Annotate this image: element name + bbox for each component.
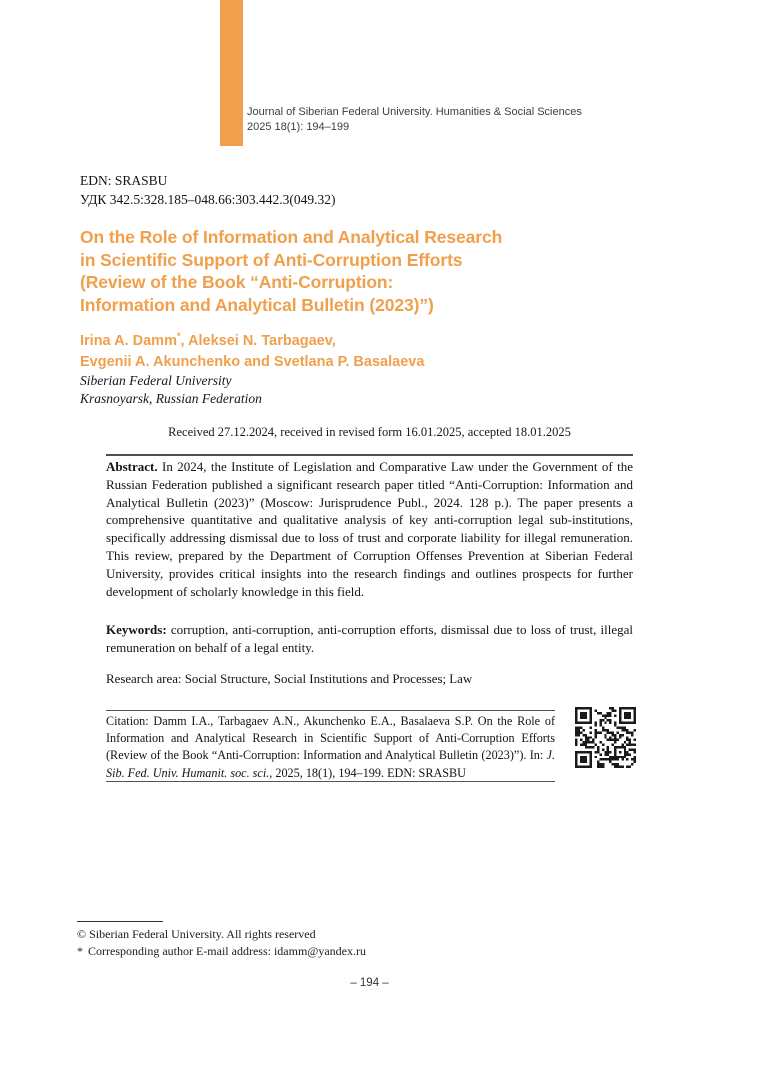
corresponding-author-text: Corresponding author E-mail address: idamm@yandex.ru	[88, 944, 366, 958]
journal-accent-bar	[220, 0, 243, 146]
qr-code-image	[575, 707, 636, 768]
edn-code: EDN: SRASBU	[80, 173, 168, 188]
author-name: Irina A. Damm	[80, 333, 177, 349]
title-line: On the Role of Information and Analytical Research	[80, 227, 503, 247]
author-name: , Aleksei N. Tarbagaev,	[180, 333, 336, 349]
citation-top-rule	[106, 710, 555, 711]
abstract-top-rule	[106, 454, 633, 456]
affiliation-university: Siberian Federal University	[80, 373, 232, 388]
abstract-paragraph	[106, 458, 633, 600]
journal-name: Journal of Siberian Federal University. Humanities & Social Sciences	[247, 106, 582, 118]
corresponding-author-note	[77, 943, 366, 960]
qr-code	[575, 707, 636, 768]
abstract-text: In 2024, the Institute of Legislation and Comparative Law under the Government of the Russian Federation published a significant research paper titled “Anti-Corruption: Information and Analytical Bulletin (2023)” (Moscow: Jurisprudence Publ., 2024. 128 p.). The paper presents a comprehensive quantitative and qualitative analysis of key anti-corruption legal sub-institutions, specifically addressing dismissal due to loss of trust and corporate liability for illegal remuneration. This review, prepared by the Department of Corruption Offenses Prevention at Siberian Federal University, provides critical insights into the research findings and outlines prospects for further development of scholarly knowledge in this field.	[106, 459, 633, 599]
article-title	[80, 226, 502, 316]
footnotes-block	[77, 926, 366, 960]
journal-header	[247, 105, 582, 135]
citation-bottom-rule	[106, 781, 555, 782]
title-line: Information and Analytical Bulletin (2023)”)	[80, 294, 434, 315]
page-number: – 194 –	[350, 977, 389, 989]
copyright-note: © Siberian Federal University. All rights reserved	[77, 927, 316, 941]
citation-block	[106, 713, 555, 782]
keywords-paragraph	[106, 621, 633, 657]
title-line: in Scientific Support of Anti-Corruption Efforts	[80, 249, 463, 270]
citation-journal-abbrev: J. Sib. Fed. Univ. Humanit. soc. sci.	[106, 748, 555, 780]
citation-text-tail: , 2025, 18(1), 194–199. EDN: SRASBU	[269, 765, 466, 780]
keywords-label: Keywords:	[106, 622, 167, 637]
abstract-label: Abstract.	[106, 459, 158, 474]
authors-line-2: Evgenii A. Akunchenko and Svetlana P. Basalaeva	[80, 354, 425, 370]
affiliation-block	[80, 372, 262, 407]
footnote-asterisk: *	[77, 944, 83, 958]
research-area-line: Research area: Social Structure, Social Institutions and Processes; Law	[106, 672, 473, 686]
journal-issue: 2025 18(1): 194–199	[247, 121, 350, 133]
citation-text: Citation: Damm I.A., Tarbagaev A.N., Akunchenko E.A., Basalaeva S.P. On the Role of Information and Analytical Research in Scientific Support of Anti-Corruption Efforts (Review of the Book “Anti-Corruption: Information and Analytical Bulletin (2023)”). In:	[106, 714, 555, 763]
authors-line-1	[80, 331, 424, 352]
footnote-rule	[77, 921, 163, 922]
corresponding-author-asterisk: *	[176, 331, 181, 342]
udc-code: УДК 342.5:328.185–048.66:303.442.3(049.32)	[80, 191, 336, 207]
article-identifiers	[80, 172, 336, 209]
keywords-text: corruption, anti-corruption, anti-corruption efforts, dismissal due to loss of trust, illegal remuneration on behalf of a legal entity.	[106, 622, 633, 655]
authors-block	[80, 331, 424, 373]
received-dates: Received 27.12.2024, received in revised form 16.01.2025, accepted 18.01.2025	[168, 425, 571, 439]
title-line: (Review of the Book “Anti-Corruption:	[80, 272, 394, 292]
affiliation-city: Krasnoyarsk, Russian Federation	[80, 390, 262, 406]
